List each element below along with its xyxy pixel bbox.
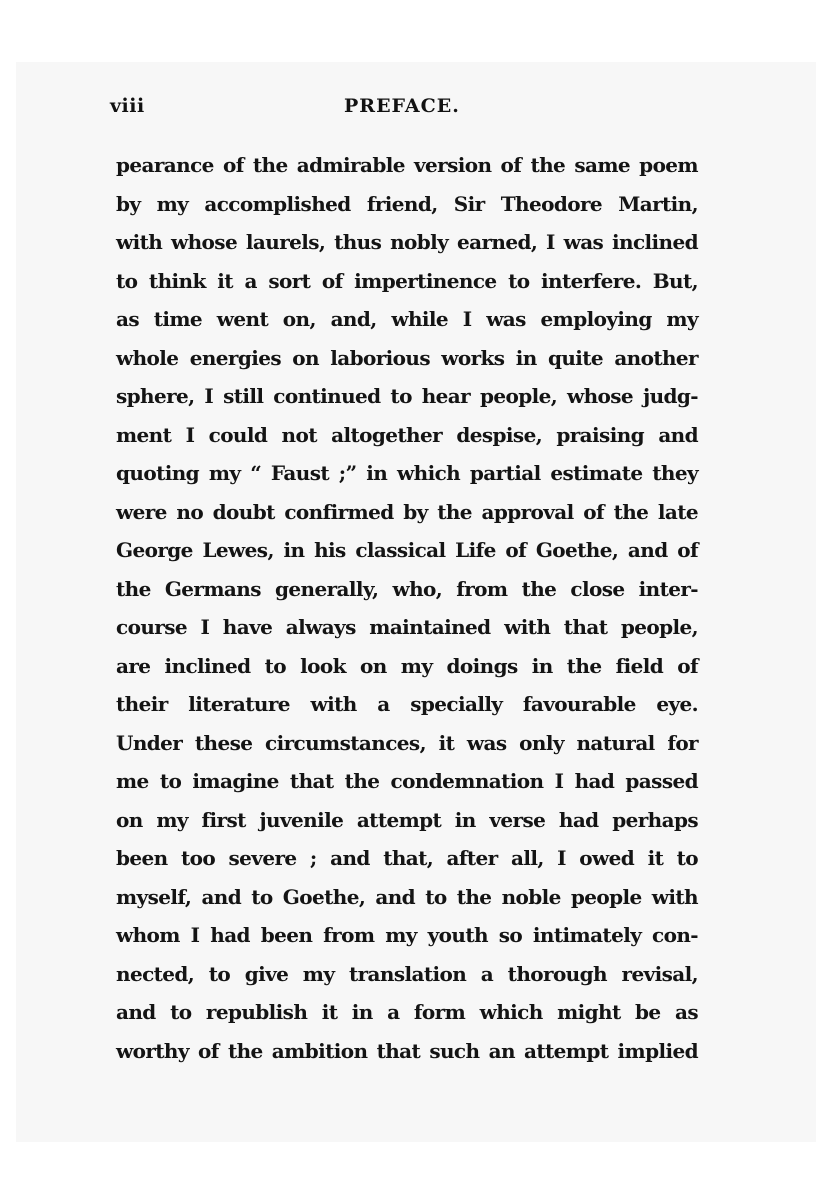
text-line: by my accomplished friend, Sir Theodore Martin,	[116, 191, 698, 216]
page-header	[110, 95, 698, 127]
text-line: worthy of the ambition that such an attempt implied	[116, 1038, 698, 1063]
page-number: viii	[110, 95, 145, 117]
text-line: whom I had been from my youth so intimately con-	[116, 923, 698, 947]
text-line: to think it a sort of impertinence to interfere. But,	[116, 268, 698, 293]
text-line: were no doubt confirmed by the approval of the late	[116, 499, 698, 524]
text-line: as time went on, and, while I was employing my	[116, 307, 698, 331]
text-line: pearance of the admirable version of the same poem	[116, 153, 698, 177]
text-line: myself, and to Goethe, and to the noble people with	[116, 884, 698, 909]
text-line: quoting my “ Faust ;” in which partial estimate they	[116, 461, 698, 485]
text-line: their literature with a specially favourable eye.	[116, 692, 698, 716]
text-line: been too severe ; and that, after all, I owed it to	[116, 846, 698, 870]
text-line: whole energies on laborious works in quite another	[116, 345, 698, 370]
text-line: on my first juvenile attempt in verse had perhaps	[116, 807, 698, 832]
text-line: ment I could not altogether despise, praising and	[116, 422, 698, 447]
text-line: the Germans generally, who, from the close inter-	[116, 576, 698, 601]
text-line: course I have always maintained with that people,	[116, 615, 698, 639]
text-line: nected, to give my translation a thorough revisal,	[116, 961, 698, 986]
text-line: George Lewes, in his classical Life of Goethe, and of	[116, 538, 698, 562]
text-line: are inclined to look on my doings in the field of	[116, 653, 698, 678]
text-line: sphere, I still continued to hear people, whose judg-	[116, 384, 698, 408]
running-head: PREFACE.	[344, 95, 460, 117]
text-line: with whose laurels, thus nobly earned, I was inclined	[116, 230, 698, 254]
text-line: me to imagine that the condemnation I had passed	[116, 769, 698, 793]
body-text	[116, 146, 698, 1070]
text-line: Under these circumstances, it was only natural for	[116, 730, 698, 755]
text-line: and to republish it in a form which might be as	[116, 1000, 698, 1024]
